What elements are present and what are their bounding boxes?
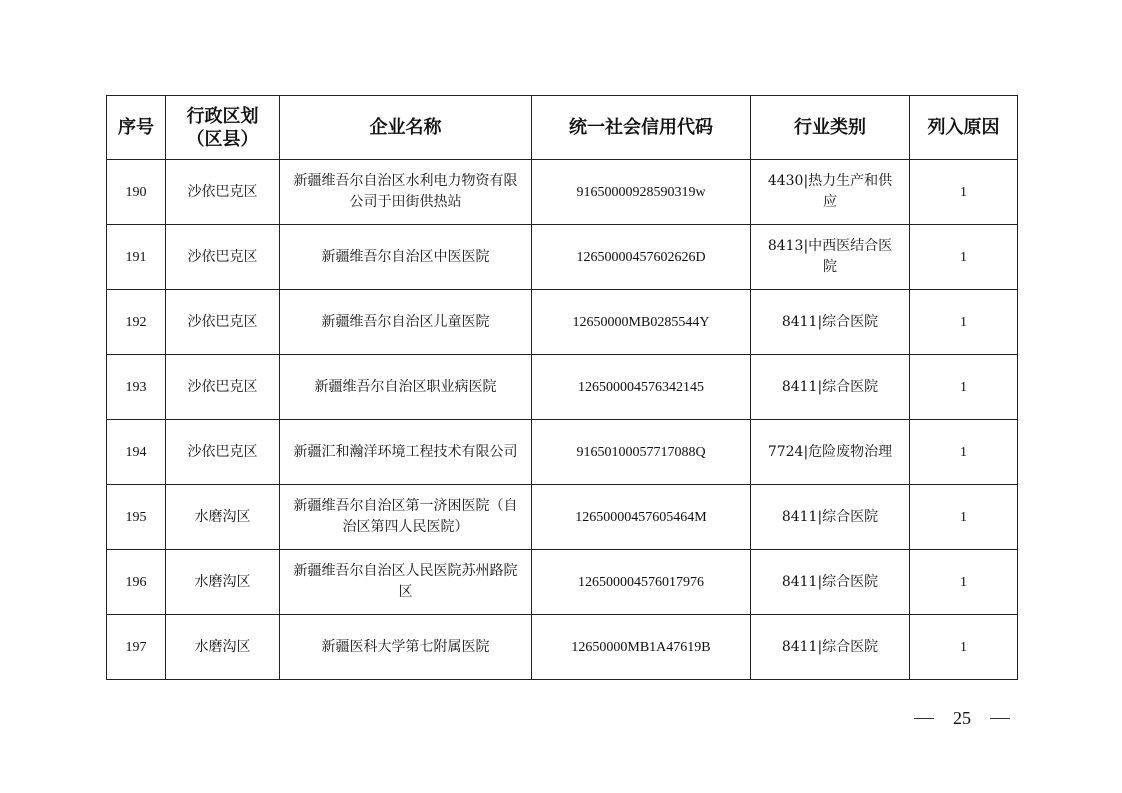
row-credit-code: 12650000MB1A47619B (532, 615, 751, 680)
table-row (107, 160, 1018, 225)
header-district-label: 行政区划 （区县） (186, 105, 259, 150)
header-industry: 行业类别 (751, 96, 910, 160)
row-seq: 192 (107, 290, 166, 355)
row-company: 新疆维吾尔自治区儿童医院 (280, 290, 532, 355)
row-company: 新疆维吾尔自治区中医医院 (280, 225, 532, 290)
table-row (107, 225, 1018, 290)
page-number: 25 (953, 707, 971, 728)
row-company: 新疆维吾尔自治区第一济困医院（自治区第四人民医院） (280, 485, 532, 550)
row-reason: 1 (910, 225, 1018, 290)
row-seq: 193 (107, 355, 166, 420)
row-reason: 1 (910, 420, 1018, 485)
row-seq: 197 (107, 615, 166, 680)
row-industry: 8411|综合医院 (751, 290, 910, 355)
row-seq: 196 (107, 550, 166, 615)
row-industry: 8413|中西医结合医院 (751, 225, 910, 290)
row-industry: 4430|热力生产和供应 (751, 160, 910, 225)
row-company: 新疆汇和瀚洋环境工程技术有限公司 (280, 420, 532, 485)
footer-dash-right (990, 718, 1010, 719)
row-district: 水磨沟区 (166, 550, 280, 615)
row-credit-code: 126500004576017976 (532, 550, 751, 615)
row-reason: 1 (910, 615, 1018, 680)
row-industry: 8411|综合医院 (751, 485, 910, 550)
row-district: 沙依巴克区 (166, 355, 280, 420)
row-district: 水磨沟区 (166, 485, 280, 550)
table-row (107, 355, 1018, 420)
table-row (107, 485, 1018, 550)
row-district: 水磨沟区 (166, 615, 280, 680)
row-reason: 1 (910, 485, 1018, 550)
row-company: 新疆维吾尔自治区职业病医院 (280, 355, 532, 420)
table-row (107, 290, 1018, 355)
header-reason: 列入原因 (910, 96, 1018, 160)
row-district: 沙依巴克区 (166, 225, 280, 290)
table-row (107, 615, 1018, 680)
row-district: 沙依巴克区 (166, 160, 280, 225)
table-header-row (107, 96, 1018, 160)
row-reason: 1 (910, 355, 1018, 420)
enterprise-table (106, 95, 1018, 680)
row-reason: 1 (910, 290, 1018, 355)
header-company: 企业名称 (280, 96, 532, 160)
table-row (107, 420, 1018, 485)
row-reason: 1 (910, 550, 1018, 615)
page-footer (914, 707, 1010, 729)
row-reason: 1 (910, 160, 1018, 225)
row-district: 沙依巴克区 (166, 420, 280, 485)
row-seq: 194 (107, 420, 166, 485)
row-company: 新疆医科大学第七附属医院 (280, 615, 532, 680)
row-seq: 191 (107, 225, 166, 290)
row-credit-code: 12650000457602626D (532, 225, 751, 290)
row-credit-code: 126500004576342145 (532, 355, 751, 420)
row-credit-code: 12650000457605464M (532, 485, 751, 550)
row-credit-code: 91650000928590319w (532, 160, 751, 225)
row-seq: 195 (107, 485, 166, 550)
row-company: 新疆维吾尔自治区水利电力物资有限公司于田街供热站 (280, 160, 532, 225)
row-seq: 190 (107, 160, 166, 225)
row-company: 新疆维吾尔自治区人民医院苏州路院区 (280, 550, 532, 615)
table-row (107, 550, 1018, 615)
header-seq: 序号 (107, 96, 166, 160)
header-district (166, 96, 280, 160)
row-industry: 8411|综合医院 (751, 550, 910, 615)
row-industry: 7724|危险废物治理 (751, 420, 910, 485)
row-industry: 8411|综合医院 (751, 615, 910, 680)
header-credit-code: 统一社会信用代码 (532, 96, 751, 160)
footer-dash-left (914, 718, 934, 719)
row-credit-code: 12650000MB0285544Y (532, 290, 751, 355)
row-credit-code: 91650100057717088Q (532, 420, 751, 485)
row-industry: 8411|综合医院 (751, 355, 910, 420)
row-district: 沙依巴克区 (166, 290, 280, 355)
